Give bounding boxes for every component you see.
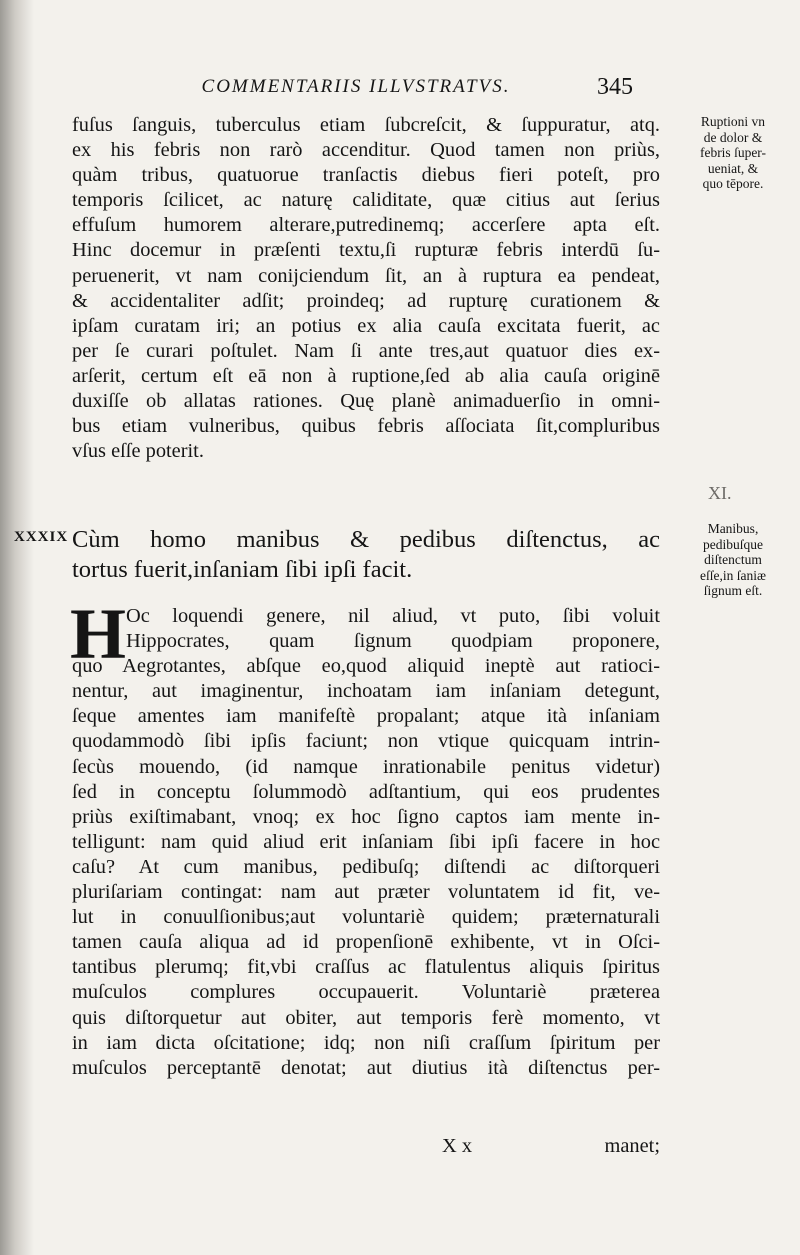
margin-note-line: pedibuſque bbox=[703, 536, 763, 552]
margin-note-line: Ruptioni vn bbox=[700, 114, 766, 129]
text-line: temporis ſcilicet, ac naturę caliditate, quæ citius aut ſerius bbox=[72, 189, 660, 212]
signature-mark: X x bbox=[442, 1135, 473, 1157]
text-line: muſculos perceptantē denotat; aut diutius ità diſtenctus per- bbox=[72, 1056, 660, 1079]
text-line: quo Aegrotantes, abſque eo,quod aliquid ineptè aut ratioci- bbox=[72, 655, 660, 678]
catchword: manet; bbox=[604, 1135, 660, 1157]
gutter-shadow bbox=[0, 0, 34, 1255]
text-line: vſus eſſe poterit. bbox=[72, 440, 204, 463]
text-line: priùs exiſtimabant, vnoq; ex hoc ſigno captos iam mente in- bbox=[72, 805, 660, 828]
text-line: Hippocrates, quam ſignum quodpiam proponere, bbox=[126, 630, 660, 653]
aphorism-line: Cùm homo manibus & pedibus diſtenctus, ac bbox=[72, 526, 660, 553]
text-line: Hinc docemur in præſenti textu,ſi rupturæ febris interdū ſu- bbox=[72, 239, 660, 262]
margin-note-line: eſſe,in ſaniæ bbox=[700, 567, 766, 583]
text-line: caſu? At cum manibus, pedibuſq; diſtendi ac diſtorqueri bbox=[72, 855, 660, 878]
commentary-paragraph bbox=[70, 594, 660, 1081]
margin-note-insanity bbox=[674, 521, 792, 599]
text-line: quodammodò ſibi ipſis faciunt; non vtique quicquam intrin- bbox=[72, 730, 660, 753]
text-line: quàm tribus, quatuorue tranſactis diebus fieri poteſt, pro bbox=[72, 164, 660, 187]
margin-note-line: diſtenctum bbox=[704, 552, 762, 567]
running-head: COMMENTARIIS ILLVSTRATVS. bbox=[201, 76, 511, 97]
text-line: in iam dicta oſcitatione; idq; non niſi craſſum ſpiritum per bbox=[72, 1031, 660, 1054]
margin-note-line: ueniat, & bbox=[707, 160, 759, 176]
margin-section-number: XI. bbox=[708, 483, 732, 503]
text-line: duxiſſe ob allatas rationes. Quę planè animaduerſio in omni- bbox=[72, 390, 660, 413]
margin-note-line: quo tēpore. bbox=[702, 176, 764, 191]
text-line: ex his febris non rarò accenditur. Quod tamen non priùs, bbox=[72, 139, 660, 162]
text-line: muſculos complures occupauerit. Voluntariè præterea bbox=[72, 981, 660, 1004]
paragraph-continuation bbox=[72, 113, 660, 464]
text-line: tamen cauſa aliqua ad id propenſionē exhibente, vt in Oſci- bbox=[72, 931, 660, 954]
text-line: fuſus ſanguis, tuberculus etiam ſubcreſcit, & ſuppuratur, atq. bbox=[72, 114, 660, 136]
margin-note-line: Manibus, bbox=[707, 521, 759, 536]
page-number: 345 bbox=[597, 74, 633, 100]
text-line: ſecùs mouendo, (id namque inrationabile penitus videtur) bbox=[72, 755, 660, 778]
text-line: ſed in conceptu ſolummodò adſtantium, qui eos prudentes bbox=[72, 780, 660, 803]
text-line: telligunt: nam quid aliud erit inſaniam ſibi ipſi facere in hoc bbox=[72, 830, 660, 853]
margin-note-line: febris ſuper- bbox=[699, 145, 767, 160]
text-line: tantibus plerumq; fit,vbi craſſus ac flatulentus aliquis ſpiritus bbox=[72, 956, 660, 979]
text-line: quis diſtorquetur aut obiter, aut temporis ferè momento, vt bbox=[72, 1006, 660, 1029]
text-line: pluriſariam contingat: nam aut præter voluntatem id fit, ve- bbox=[72, 881, 660, 904]
text-line: per ſe curari poſtulet. Nam ſi ante tres,aut quatuor dies ex- bbox=[72, 339, 660, 362]
text-line: ipſam curatam iri; an potius ex alia cauſa excitata fuerit, ac bbox=[72, 314, 660, 337]
text-line: lut in conuulſionibus;aut voluntariè quidem; præternaturali bbox=[72, 906, 660, 929]
text-line: ſeque amentes iam manifeſtè propalant; atque ità inſaniam bbox=[72, 705, 660, 728]
section-number: XXXIX bbox=[14, 529, 69, 545]
text-line: nentur, aut imaginentur, inchoatam iam inſaniam detegunt, bbox=[72, 680, 660, 703]
drop-cap: H bbox=[70, 594, 127, 674]
text-line: & accidentaliter adſit; proindeq; ad rupturę curationem & bbox=[72, 289, 660, 312]
text-line: Oc loquendi genere, nil aliud, vt puto, ſibi voluit bbox=[126, 605, 660, 627]
text-line: peruenerit, vt nam conijciendum ſit, an à ruptura ea pendeat, bbox=[72, 264, 660, 287]
text-line: arſerit, certum eſt eā non à ruptione,ſed ab alia cauſa originē bbox=[72, 364, 660, 387]
margin-note-line: ſignum eſt. bbox=[703, 583, 763, 598]
aphorism-line: tortus fuerit,inſaniam ſibi ipſi facit. bbox=[72, 556, 413, 583]
margin-note-rupture bbox=[674, 114, 792, 192]
text-line: bus etiam vulneribus, quibus febris aſſociata ſit,compluribus bbox=[72, 415, 660, 438]
margin-note-line: de dolor & bbox=[703, 129, 763, 145]
text-line: effuſum humorem alterare,putredinemq; accerſere apta eſt. bbox=[72, 214, 660, 237]
aphorism-text bbox=[72, 525, 660, 585]
